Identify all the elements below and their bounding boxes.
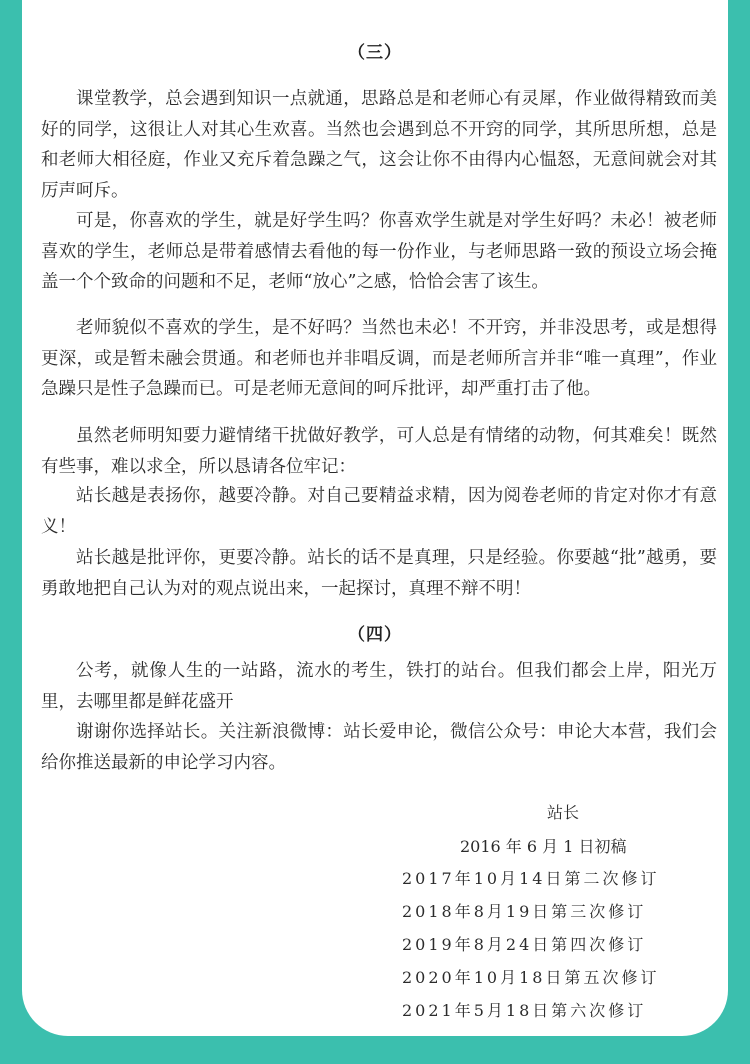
- section-title-3: （三）: [348, 43, 402, 63]
- paragraph: 虽然老师明知要力避情绪干扰做好教学，可人总是有情绪的动物，何其难矣！既然有些事，难以求全，所以恳请各位牢记：: [41, 426, 717, 477]
- section-title-4: （四）: [348, 625, 402, 645]
- revision-line: 2020年10月18日第五次修订: [402, 968, 660, 987]
- paragraph: 老师貌似不喜欢的学生，是不好吗？当然也未必！不开窍，并非没思考，或是想得更深，或是暂未融会贯通。和老师也并非唱反调，而是老师所言并非“唯一真理”，作业急躁只是性子急躁而已。可是老师无意间的呵斥批评，却严重打击了他。: [41, 318, 717, 399]
- revision-line: 2021年5月18日第六次修订: [402, 1001, 647, 1020]
- paragraph: 站长越是批评你，更要冷静。站长的话不是真理，只是经验。你要越“批”越勇，要勇敢地把自己认为对的观点说出来，一起探讨，真理不辩不明！: [41, 548, 717, 599]
- signature-draft-date: 2016 年 6 月 1 日初稿: [460, 837, 627, 856]
- paragraph: 谢谢你选择站长。关注新浪微博：站长爱申论，微信公众号：申论大本营，我们会给你推送最新的申论学习内容。: [41, 722, 717, 773]
- document-page: [22, 0, 728, 1036]
- revision-line: 2018年8月19日第三次修订: [402, 902, 647, 921]
- signature-name: 站长: [547, 803, 580, 822]
- revision-line: 2019年8月24日第四次修订: [402, 935, 647, 954]
- paragraph: 站长越是表扬你，越要冷静。对自己要精益求精，因为阅卷老师的肯定对你才有意义！: [41, 486, 717, 537]
- revision-line: 2017年10月14日第二次修订: [402, 869, 660, 888]
- paragraph: 公考，就像人生的一站路，流水的考生，铁打的站台。但我们都会上岸，阳光万里，去哪里都是鲜花盛开: [41, 661, 717, 712]
- paragraph: 可是，你喜欢的学生，就是好学生吗？你喜欢学生就是对学生好吗？未必！被老师喜欢的学生，老师总是带着感情去看他的每一份作业，与老师思路一致的预设立场会掩盖一个个致命的问题和不足，老师“放心”之感，恰恰会害了该生。: [41, 211, 717, 292]
- paragraph: 课堂教学，总会遇到知识一点就通，思路总是和老师心有灵犀，作业做得精致而美好的同学，这很让人对其心生欢喜。当然也会遇到总不开窍的同学，其所思所想，总是和老师大相径庭，作业又充斥着急躁之气，这会让你不由得内心愠怒，无意间就会对其厉声呵斥。: [41, 89, 717, 201]
